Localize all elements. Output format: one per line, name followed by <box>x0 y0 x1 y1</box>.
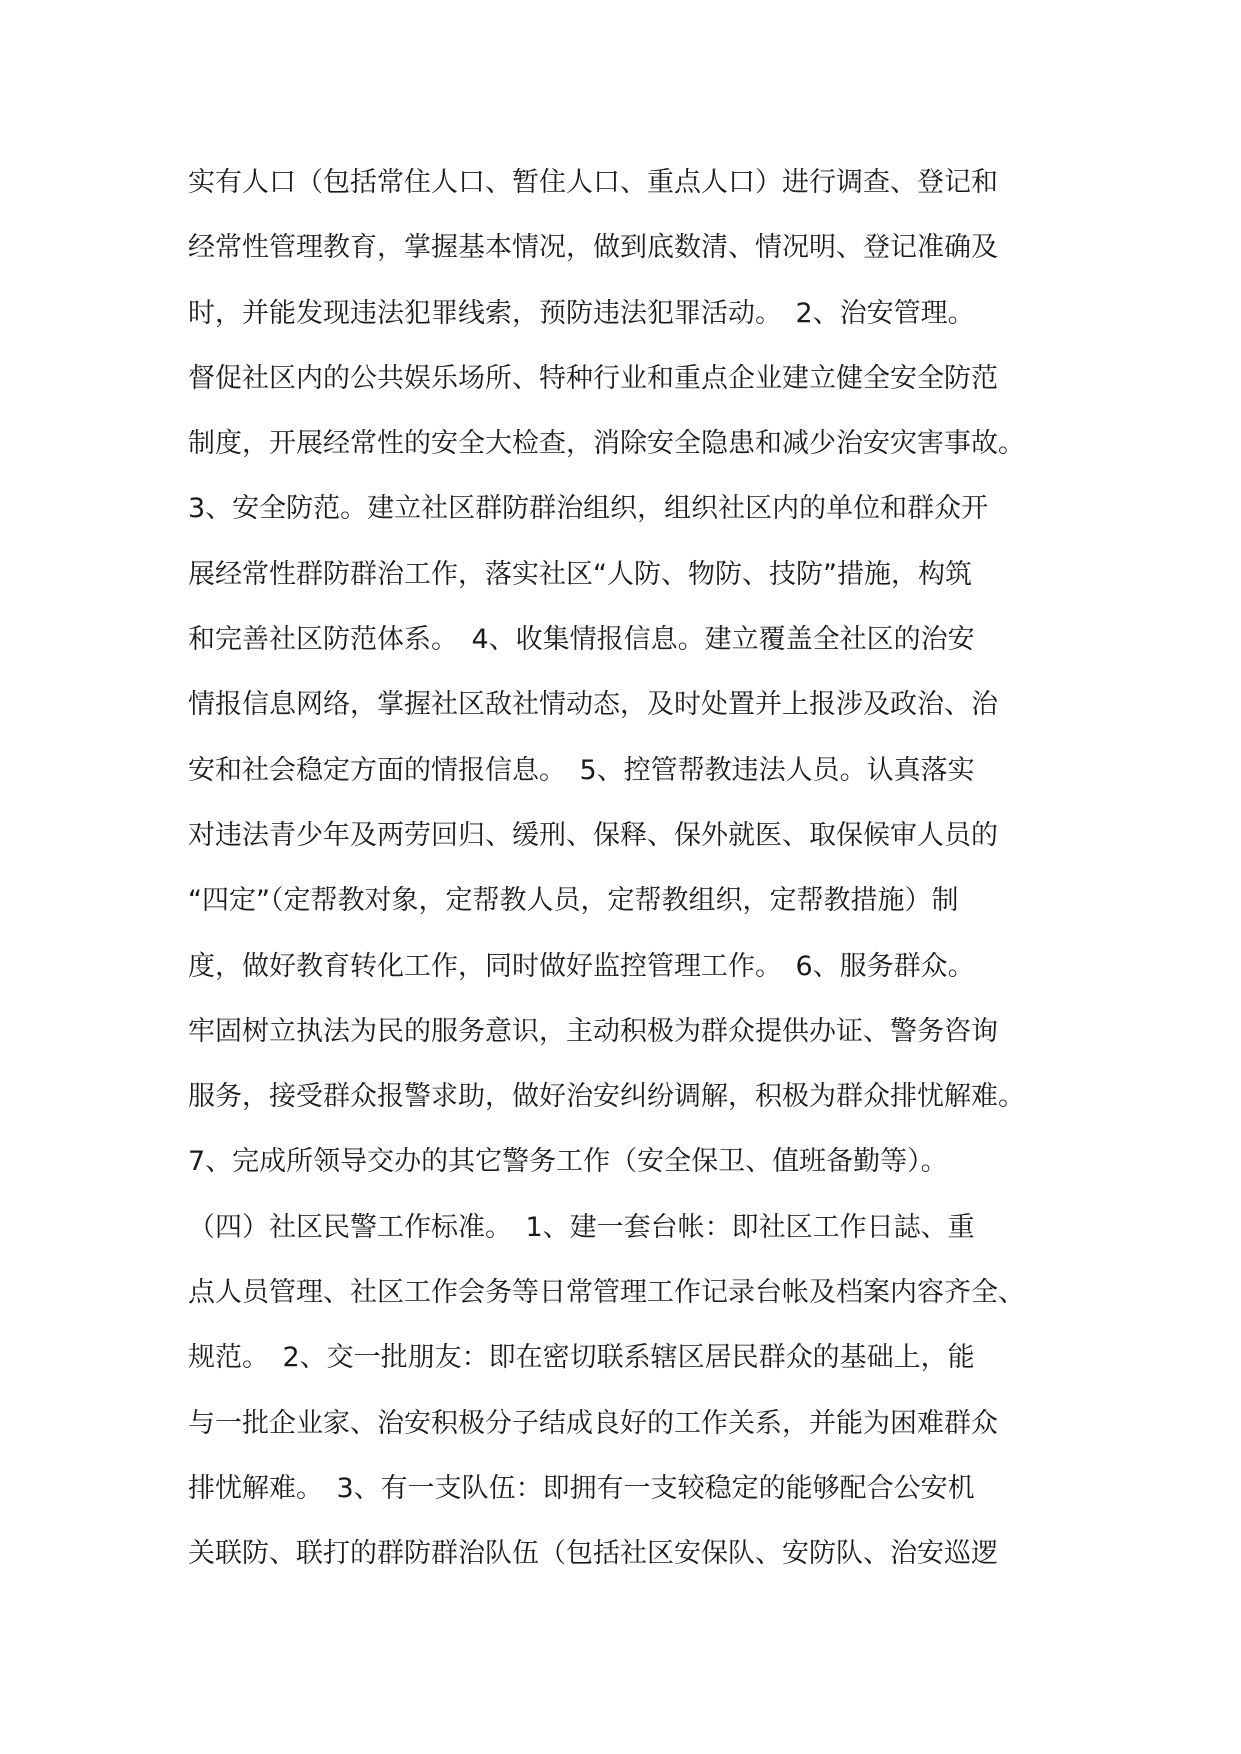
text-line: 与一批企业家、治安积极分子结成良好的工作关系，并能为困难群众 <box>188 1407 998 1439</box>
text-line: 规范。 2、交一批朋友：即在密切联系辖区居民群众的基础上，能 <box>188 1342 975 1374</box>
text-line: 实有人口（包括常住人口、暂住人口、重点人口）进行调查、登记和 <box>188 167 998 198</box>
text-line: 制度，开展经常性的安全大检查，消除安全隐患和减少治安灾害事故。 <box>188 428 1025 460</box>
text-line: 经常性管理教育，掌握基本情况，做到底数清、情况明、登记准确及 <box>188 232 998 264</box>
text-line: 7、完成所领导交办的其它警务工作（安全保卫、值班备勤等）。 <box>188 1146 948 1178</box>
text-line: 关联防、联打的群防群治队伍（包括社区安保队、安防队、治安巡逻 <box>188 1538 998 1570</box>
text-line: 情报信息网络，掌握社区敌社情动态，及时处置并上报涉及政治、治 <box>188 689 998 721</box>
text-line: 安和社会稳定方面的情报信息。 5、控管帮教违法人员。认真落实 <box>188 754 975 786</box>
text-line: “四定”（定帮教对象，定帮教人员，定帮教组织，定帮教措施）制 <box>188 885 959 917</box>
text-line: 点人员管理、社区工作会务等日常管理工作记录台帐及档案内容齐全、 <box>188 1277 1025 1309</box>
text-line: 服务，接受群众报警求助，做好治安纠纷调解，积极为群众排忧解难。 <box>188 1081 1025 1113</box>
text-line: 和完善社区防范体系。 4、收集情报信息。建立覆盖全社区的治安 <box>188 624 975 656</box>
text-line: 度，做好教育转化工作，同时做好监控管理工作。 6、服务群众。 <box>188 950 975 982</box>
text-line: （四）社区民警工作标准。 1、建一套台帐：即社区工作日誌、重 <box>188 1211 975 1243</box>
text-line: 督促社区内的公共娱乐场所、特种行业和重点企业建立健全安全防范 <box>188 362 998 394</box>
body-text <box>188 150 1058 1587</box>
text-line: 3、安全防范。建立社区群防群治组织，组织社区内的单位和群众开 <box>188 493 989 525</box>
text-line: 对违法青少年及两劳回归、缓刑、保释、保外就医、取保候审人员的 <box>188 819 998 851</box>
text-line: 牢固树立执法为民的服务意识，主动积极为群众提供办证、警务咨询 <box>188 1015 998 1047</box>
text-line: 排忧解难。 3、有一支队伍：即拥有一支较稳定的能够配合公安机 <box>188 1472 975 1504</box>
text-line: 时，并能发现违法犯罪线索，预防违法犯罪活动。 2、治安管理。 <box>188 297 975 329</box>
text-line: 展经常性群防群治工作，落实社区“人防、物防、技防”措施，构筑 <box>188 558 972 590</box>
